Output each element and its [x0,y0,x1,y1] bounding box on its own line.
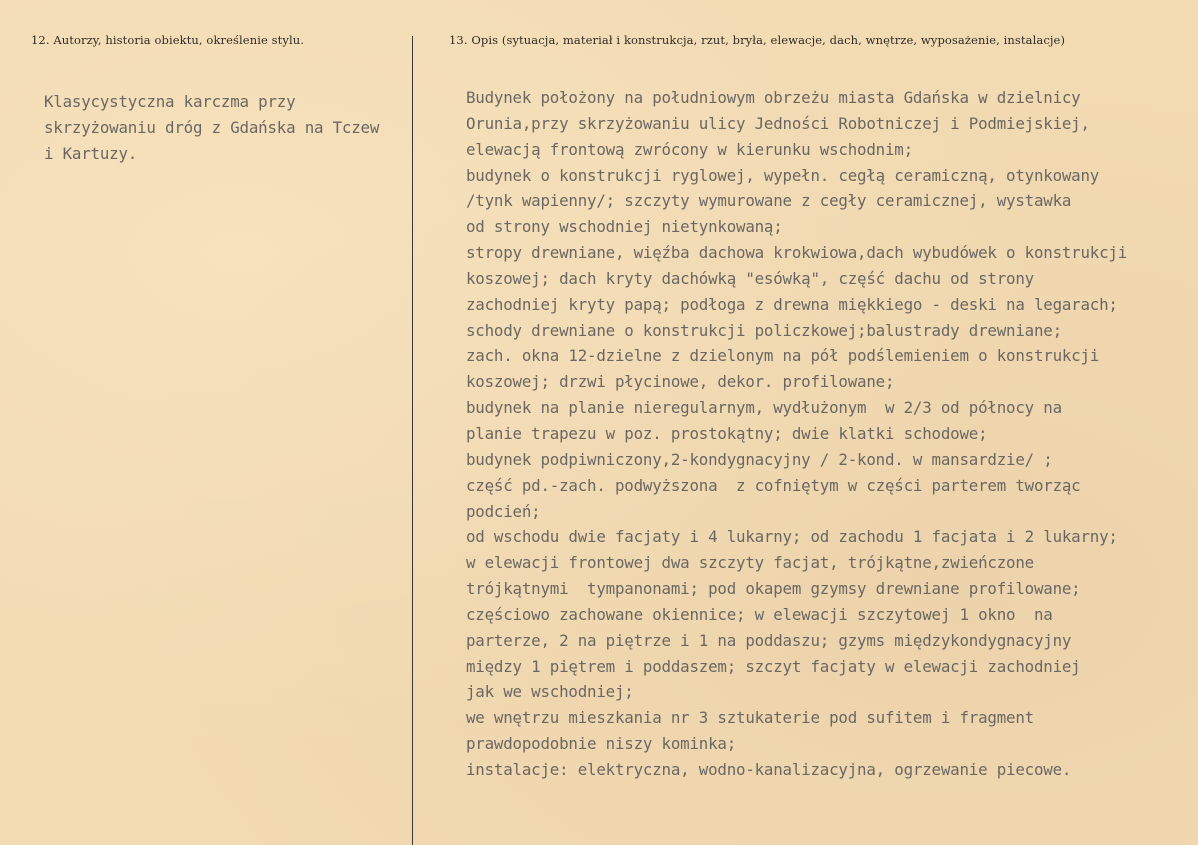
column-divider [412,36,413,845]
text-line: instalacje: elektryczna, wodno-kanalizacyjna, ogrzewanie piecowe. [466,759,1072,779]
section-13-text [466,85,1127,783]
section-12-text [44,89,379,167]
text-line: między 1 piętrem i poddaszem; szczyt facjaty w elewacji zachodniej [466,656,1081,676]
text-line: koszowej; dach kryty dachówką "esówką", część dachu od strony [466,268,1034,288]
text-line: od strony wschodniej nietynkowaną; [466,217,783,237]
text-line: budynek podpiwniczony,2-kondygnacyjny / 2-kond. w mansardzie/ ; [466,449,1053,469]
text-line: w elewacji frontowej dwa szczyty facjat, trójkątne,zwieńczone [466,553,1034,573]
text-line: budynek na planie nieregularnym, wydłużonym w 2/3 od północy na [466,398,1062,418]
text-line: planie trapezu w poz. prostokątny; dwie klatki schodowe; [466,423,988,443]
text-line: koszowej; drzwi płycinowe, dekor. profilowane; [466,372,895,392]
text-line: we wnętrzu mieszkania nr 3 sztukaterie pod sufitem i fragment [466,708,1034,728]
text-line: elewacją frontową zwrócony w kierunku wschodnim; [466,139,913,159]
text-line: trójkątnymi tympanonami; pod okapem gzymsy drewniane profilowane; [466,579,1081,599]
section-13-header: 13. Opis (sytuacja, materiał i konstrukcja, rzut, bryła, elewacje, dach, wnętrze, wyposażenie, instalacje) [449,33,1066,47]
text-line: podcień; [466,501,541,521]
text-line: prawdopodobnie niszy kominka; [466,734,737,754]
text-line: od wschodu dwie facjaty i 4 lukarny; od zachodu 1 facjata i 2 lukarny; [466,527,1118,547]
text-line: Budynek położony na południowym obrzeżu miasta Gdańska w dzielnicy [466,88,1081,107]
text-line: i Kartuzy. [44,143,138,163]
text-line: część pd.-zach. podwyższona z cofniętym w części parterem tworząc [466,475,1081,495]
section-12-header: 12. Autorzy, historia obiektu, określenie stylu. [31,33,305,47]
text-line: Orunia,przy skrzyżowaniu ulicy Jedności Robotniczej i Podmiejskiej, [466,113,1090,133]
text-line: zachodniej kryty papą; podłoga z drewna miękkiego - deski na legarach; [466,294,1118,314]
text-line: skrzyżowaniu dróg z Gdańska na Tczew [44,117,380,137]
text-line: stropy drewniane, więźba dachowa krokwiowa,dach wybudówek o konstrukcji [466,243,1128,263]
text-line: jak we wschodniej; [466,682,634,702]
text-line: schody drewniane o konstrukcji policzkowej;balustrady drewniane; [466,320,1062,340]
text-line: budynek o konstrukcji ryglowej, wypełn. cegłą ceramiczną, otynkowany [466,165,1100,185]
text-line: częściowo zachowane okiennice; w elewacji szczytowej 1 okno na [466,604,1053,624]
text-line: /tynk wapienny/; szczyty wymurowane z cegły ceramicznej, wystawka [466,191,1072,211]
text-line: Klasycystyczna karczma przy [44,92,296,111]
text-line: parterze, 2 na piętrze i 1 na poddaszu; gzyms międzykondygnacyjny [466,630,1072,650]
text-line: zach. okna 12-dzielne z dzielonym na pół podślemieniem o konstrukcji [466,346,1100,366]
